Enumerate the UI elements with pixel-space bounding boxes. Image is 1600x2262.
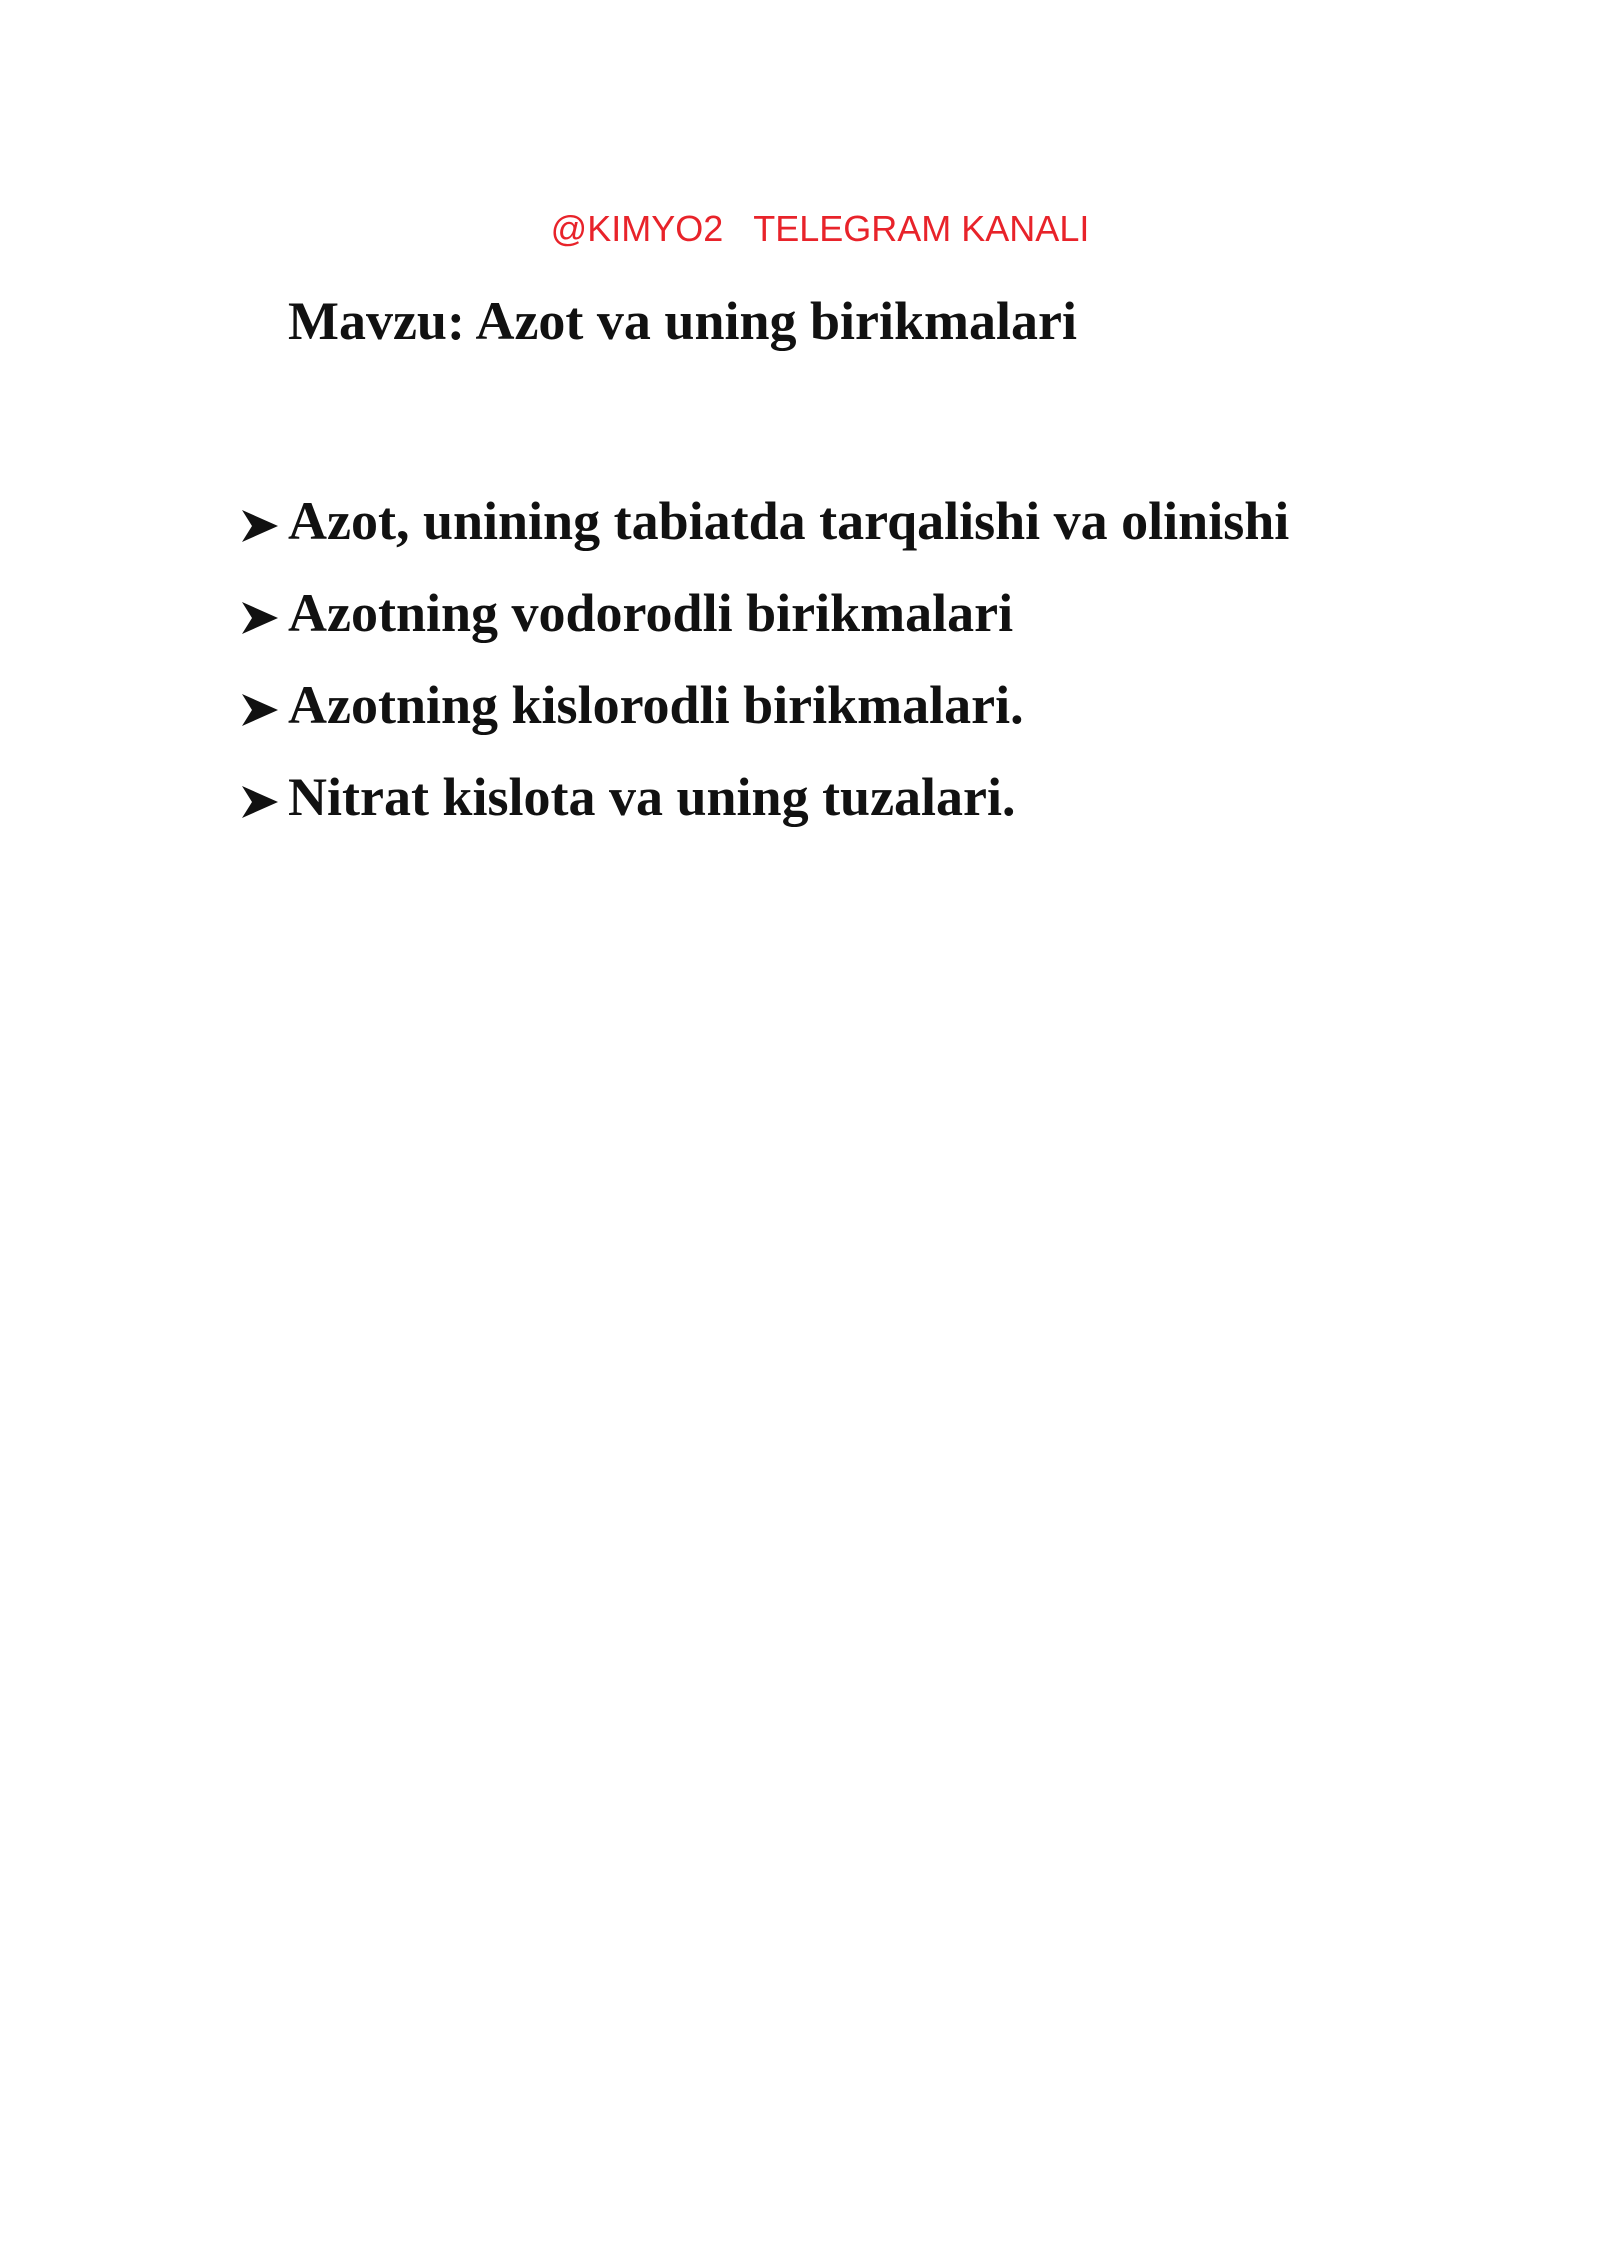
channel-label: TELEGRAM KANALI bbox=[753, 208, 1090, 249]
list-item bbox=[240, 762, 1289, 832]
arrowhead-bullet-icon bbox=[240, 506, 280, 546]
channel-handle: @KIMYO2 bbox=[550, 208, 724, 249]
topic-text: Azotning kislorodli birikmalari. bbox=[288, 675, 1024, 735]
arrowhead-bullet-icon bbox=[240, 690, 280, 730]
topic-text: Azot, unining tabiatda tarqalishi va olinishi bbox=[288, 491, 1290, 551]
topic-text: Azotning vodorodli birikmalari bbox=[288, 583, 1014, 643]
list-item bbox=[240, 670, 1289, 740]
arrowhead-bullet-icon bbox=[240, 782, 280, 822]
topic-list bbox=[240, 486, 1289, 832]
topic-text: Nitrat kislota va uning tuzalari. bbox=[288, 767, 1016, 827]
arrowhead-bullet-icon bbox=[240, 598, 280, 638]
list-item bbox=[240, 578, 1289, 648]
list-item bbox=[240, 486, 1289, 556]
page-title: Mavzu: Azot va uning birikmalari bbox=[288, 291, 1078, 351]
